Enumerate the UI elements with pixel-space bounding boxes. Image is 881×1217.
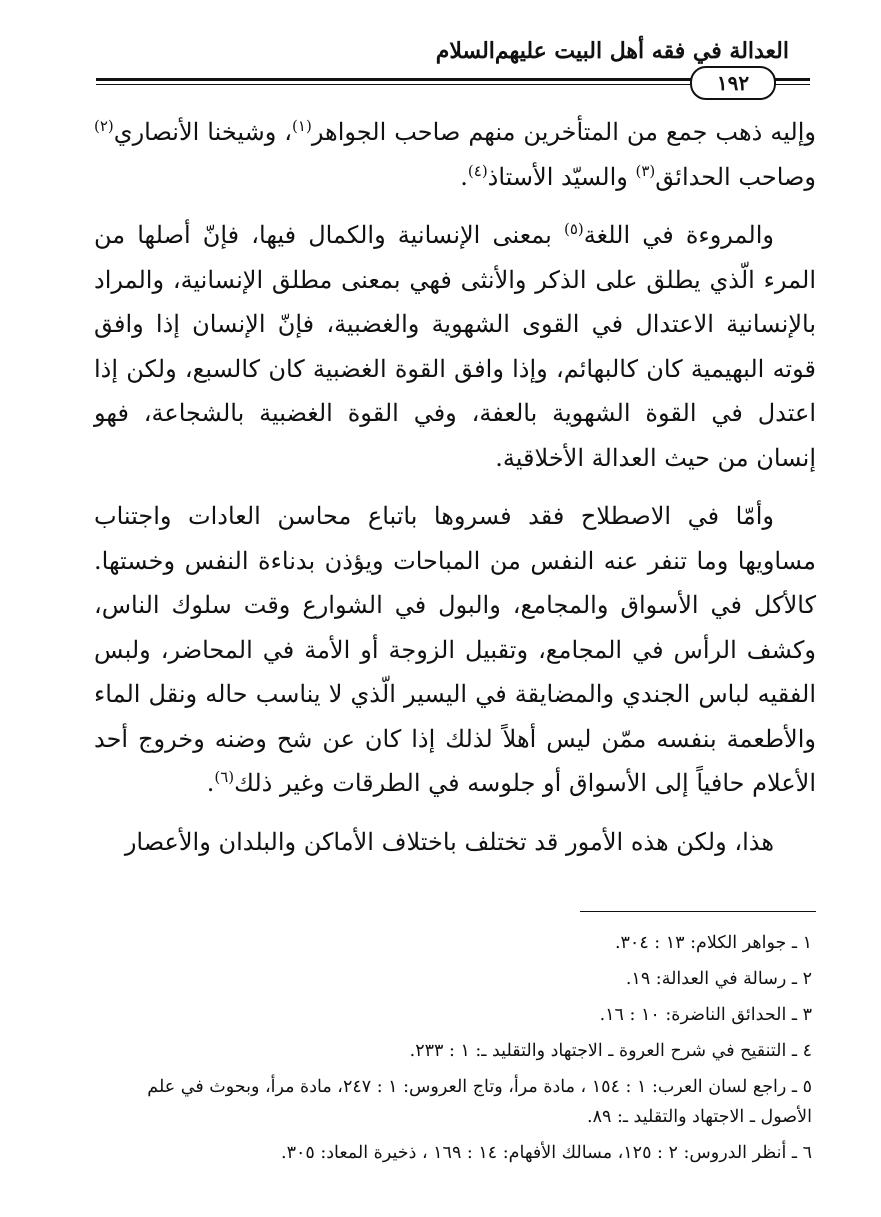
footnote-ref-2: (٢): [94, 117, 114, 135]
main-text: [94, 110, 816, 878]
paragraph-4: هذا، ولكن هذه الأمور قد تختلف باختلاف الأماكن والبلدان والأعصار: [124, 827, 774, 856]
footnote-3: ٣ ـ الحدائق الناضرة: ١٠ : ١٦.: [599, 1005, 812, 1025]
paragraph-1: [94, 110, 816, 199]
text-run: بمعنى الإنسانية والكمال فيها، فإنّ أصلها من المرء الّذي يطلق على الذكر والأنثى فهي بمعنى مطلق الإنسانية، والمراد بالإنسانية الاعتدال في القوى الشهوية والغضبية، فإنّ الإنسان إذا وافق قوته البهيمية كان كالبهائم، وإذا وافق القوة الغضبية كان كالسبع، ولكن إذا اعتدل في القوة الشهوية بالعفة، وفي القوة الغضبية بالشجاعة، فهو إنسان من حيث العدالة الأخلاقية.: [94, 221, 816, 472]
footnote-ref-6: (٦): [214, 768, 235, 786]
text-run: والسيّد الأستاذ: [487, 162, 636, 191]
text-run: ، وشيخنا الأنصاري: [113, 118, 293, 146]
footnote-ref-3: (٣): [635, 161, 656, 180]
footnote-4: ٤ ـ التنقيح في شرح العروة ـ الاجتهاد والتقليد ـ: ١ : ٢٣٣.: [409, 1041, 812, 1061]
footnote-ref-5: (٥): [563, 220, 584, 238]
text-run: وأمّا في الاصطلاح فقد فسروها باتباع محاسن العادات واجتناب مساويها وما تنفر عنه النفس من المباحات ويؤذن بدناءة النفس وخستها. كالأكل في الأسواق والمجامع، والبول في الشوارع وقت سلوك الناس، وكشف الرأس في المجامع، وتقبيل الزوجة أو الأمة في المحاضر، ولبس الفقيه لباس الجندي والمضايقة في اليسير الّذي لا يناسب حاله ونقل الماء والأطعمة بنفسه ممّن ليس أهلاً لذلك إذا كان عن شح وضنه وخروج أحد الأعلام حافياً إلى الأسواق أو جلوسه في الطرقات وغير ذلك: [94, 502, 817, 797]
header-rule: [96, 78, 692, 85]
header-rule-right: [770, 78, 810, 85]
footnote-6: ٦ ـ أنظر الدروس: ٢ : ١٢٥، مسالك الأفهام: ١٤ : ١٦٩ ، ذخيرة المعاد: ٣٠٥.: [280, 1143, 812, 1163]
running-header-title: العدالة في فقه أهل البيت عليهم‌السلام: [435, 38, 789, 64]
footnote-1: ١ ـ جواهر الكلام: ١٣ : ٣٠٤.: [614, 933, 812, 953]
page-number-badge: ١٩٢: [690, 66, 776, 100]
paragraph-3: [94, 494, 816, 806]
footnote-ref-4: (٤): [467, 161, 488, 180]
text-run: وإليه ذهب جمع من المتأخرين منهم صاحب الجواهر: [311, 118, 817, 146]
paragraph-2: [94, 213, 816, 480]
text-run: .: [460, 162, 468, 191]
footnote-2: ٢ ـ رسالة في العدالة: ١٩.: [625, 969, 812, 989]
footnote-separator: [580, 911, 816, 912]
text-run: وصاحب الحدائق: [655, 162, 816, 191]
footnote-5: ٥ ـ راجع لسان العرب: ١ : ١٥٤ ، مادة مرأ، وتاج العروس: ١ : ٢٤٧، مادة مرأ، وبحوث في علم الأصول ـ الاجتهاد والتقليد ـ: ٨٩.: [147, 1077, 812, 1127]
text-run: .: [206, 769, 215, 797]
footnotes: [96, 928, 812, 1174]
footnote-ref-1: (١): [292, 117, 312, 135]
text-run: والمروءة في اللغة: [583, 221, 774, 249]
